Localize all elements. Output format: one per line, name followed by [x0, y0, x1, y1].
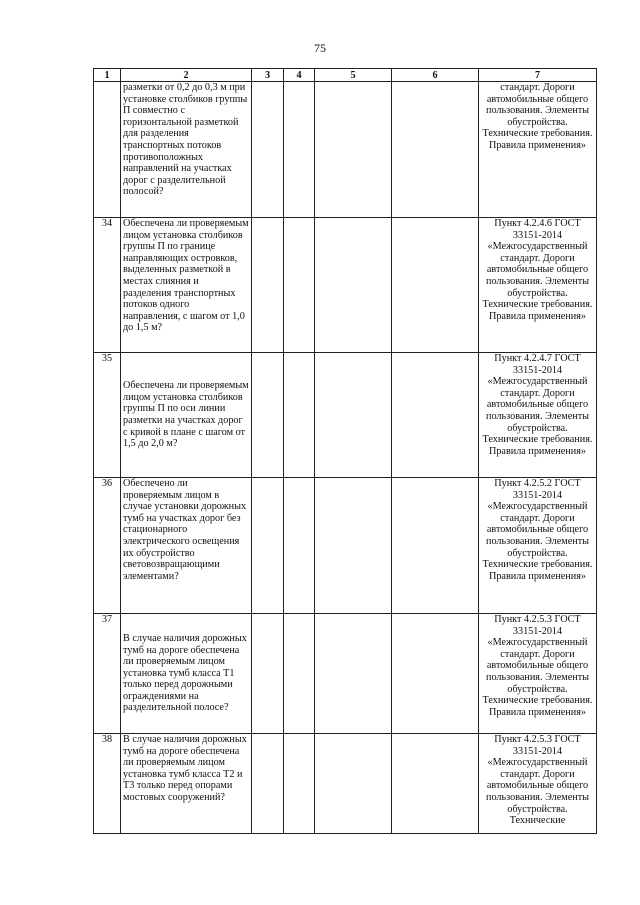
empty-cell — [392, 82, 479, 218]
column-header: 5 — [315, 69, 392, 82]
requirement-question: В случае наличия дорожных тумб на дороге обеспечена ли проверяемым лицом установка тумб класса Т2 и Т3 только перед опорами мостовых сооружений? — [121, 734, 252, 834]
column-header: 7 — [479, 69, 597, 82]
empty-cell — [252, 218, 284, 353]
empty-cell — [284, 734, 315, 834]
table-row — [94, 353, 597, 478]
row-number: 35 — [94, 353, 121, 478]
empty-cell — [392, 478, 479, 614]
empty-cell — [252, 614, 284, 734]
row-number: 38 — [94, 734, 121, 834]
empty-cell — [252, 353, 284, 478]
row-number: 37 — [94, 614, 121, 734]
normative-reference: Пункт 4.2.5.2 ГОСТ 33151-2014 «Межгосударственный стандарт. Дороги автомобильные общего пользования. Элементы обустройства. Технические требования. Правила применения» — [479, 478, 597, 614]
column-header: 2 — [121, 69, 252, 82]
row-number — [94, 82, 121, 218]
requirement-question: В случае наличия дорожных тумб на дороге обеспечена ли проверяемым лицом установка тумб класса Т1 только перед дорожными ограждениями на разделительной полосе? — [121, 614, 252, 734]
empty-cell — [252, 82, 284, 218]
table-row — [94, 218, 597, 353]
empty-cell — [315, 614, 392, 734]
table-row — [94, 734, 597, 834]
requirement-question: Обеспечена ли проверяемым лицом установка столбиков группы П по границе направляющих островков, выделенных разметкой в местах слияния и разделения транспортных потоков одного направления, с шагом от 1,0 до 1,5 м? — [121, 218, 252, 353]
empty-cell — [284, 218, 315, 353]
empty-cell — [252, 478, 284, 614]
empty-cell — [392, 614, 479, 734]
empty-cell — [252, 734, 284, 834]
column-header: 4 — [284, 69, 315, 82]
empty-cell — [284, 614, 315, 734]
table-row — [94, 614, 597, 734]
empty-cell — [315, 218, 392, 353]
requirement-question: разметки от 0,2 до 0,3 м при установке столбиков группы П совместно с горизонтальной разметкой для разделения транспортных потоков противоположных направлений на участках дорог с разделительной полосой? — [121, 82, 252, 218]
column-header: 6 — [392, 69, 479, 82]
empty-cell — [315, 82, 392, 218]
normative-reference: Пункт 4.2.5.3 ГОСТ 33151-2014 «Межгосударственный стандарт. Дороги автомобильные общего пользования. Элементы обустройства. Технические — [479, 734, 597, 834]
normative-reference: Пункт 4.2.4.7 ГОСТ 33151-2014 «Межгосударственный стандарт. Дороги автомобильные общего пользования. Элементы обустройства. Технические требования. Правила применения» — [479, 353, 597, 478]
empty-cell — [315, 734, 392, 834]
normative-reference: Пункт 4.2.4.6 ГОСТ 33151-2014 «Межгосударственный стандарт. Дороги автомобильные общего пользования. Элементы обустройства. Технические требования. Правила применения» — [479, 218, 597, 353]
header-row — [94, 69, 597, 82]
normative-reference: Пункт 4.2.5.3 ГОСТ 33151-2014 «Межгосударственный стандарт. Дороги автомобильные общего пользования. Элементы обустройства. Технические требования. Правила применения» — [479, 614, 597, 734]
empty-cell — [284, 353, 315, 478]
requirement-question: Обеспечено ли проверяемым лицом в случае установки дорожных тумб на участках дорог без стационарного электрического освещения их обустройство световозвращающими элементами? — [121, 478, 252, 614]
column-header: 1 — [94, 69, 121, 82]
page-number: 75 — [314, 41, 326, 55]
row-number: 36 — [94, 478, 121, 614]
empty-cell — [392, 218, 479, 353]
column-header: 3 — [252, 69, 284, 82]
empty-cell — [315, 478, 392, 614]
empty-cell — [284, 478, 315, 614]
empty-cell — [284, 82, 315, 218]
normative-reference: стандарт. Дороги автомобильные общего пользования. Элементы обустройства. Технические требования. Правила применения» — [479, 82, 597, 218]
empty-cell — [315, 353, 392, 478]
requirement-question: Обеспечена ли проверяемым лицом установка столбиков группы П по оси линии разметки на участках дорог с кривой в плане с шагом от 1,5 до 2,0 м? — [121, 353, 252, 478]
row-number: 34 — [94, 218, 121, 353]
table-row — [94, 478, 597, 614]
table-row — [94, 82, 597, 218]
empty-cell — [392, 353, 479, 478]
checklist-table — [93, 68, 597, 834]
empty-cell — [392, 734, 479, 834]
